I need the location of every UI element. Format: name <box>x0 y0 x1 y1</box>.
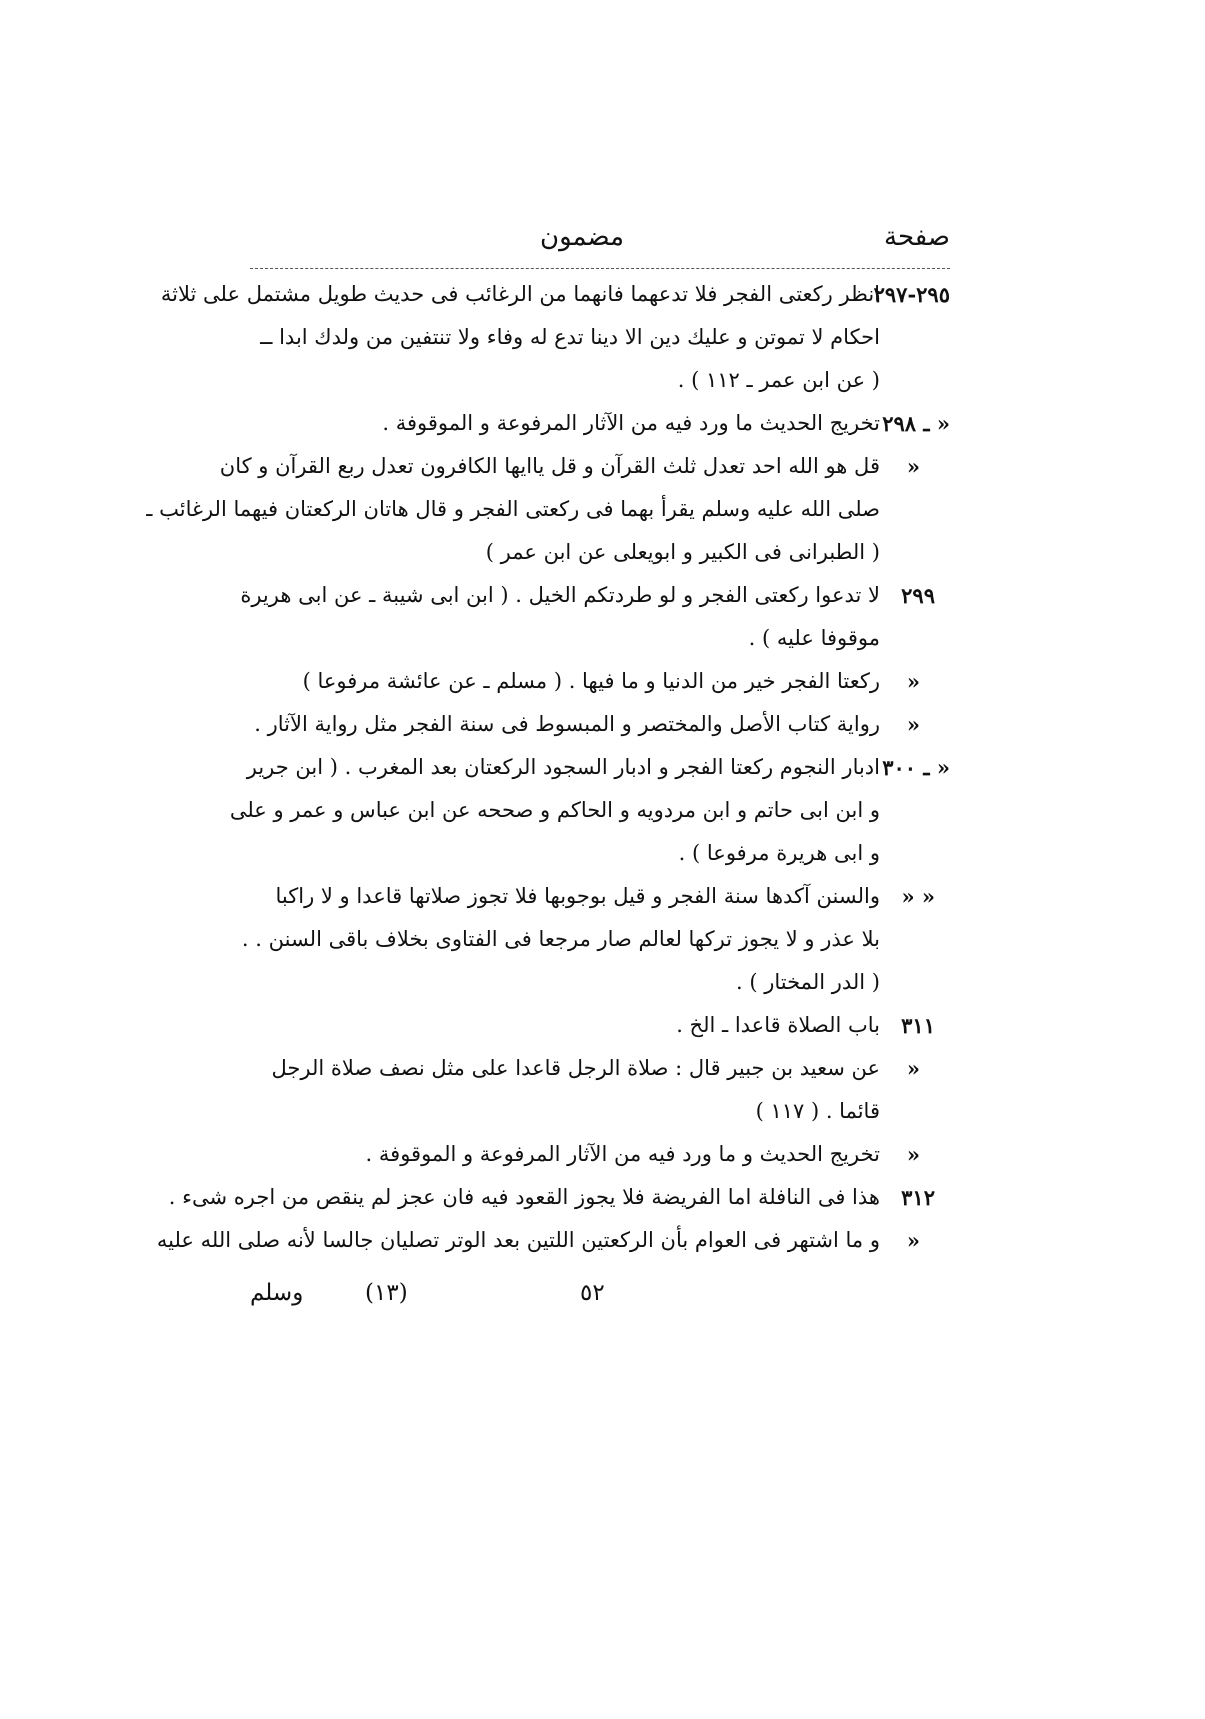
entry-text: تخريج الحديث و ما ورد فيه من الآثار المرفوعة و الموقوفة . <box>365 1142 880 1166</box>
header-divider <box>250 268 950 269</box>
entry-text: هذا فى النافلة اما الفريضة فلا يجوز القعود فيه فان عجز لم ينقص من اجره شىء . <box>168 1185 880 1209</box>
entry-text: صلى الله عليه وسلم يقرأ بهما فى ركعتى الفجر و قال هاتان الركعتان فيهما الرغائب ـ <box>146 497 880 521</box>
entry-number: ٣١١ <box>901 1013 935 1038</box>
entry-text: والسنن آكدها سنة الفجر و قيل بوجوبها فلا تجوز صلاتها قاعدا و لا راكبا <box>275 884 880 908</box>
page-column-heading: صفحة <box>884 222 950 252</box>
entry-text: موقوفا عليه ) . <box>748 626 880 650</box>
entry-number: « <box>906 669 920 694</box>
table-header <box>250 222 950 262</box>
signature-mark: (١٣) <box>365 1280 408 1306</box>
entry-number: « <box>906 1056 920 1081</box>
entry-number: « « <box>901 884 935 909</box>
page-footer <box>250 1280 950 1320</box>
entry-text: ركعتا الفجر خير من الدنيا و ما فيها . ( مسلم ـ عن عائشة مرفوعا ) <box>302 669 880 693</box>
entry-text: تخريج الحديث ما ورد فيه من الآثار المرفوعة و الموقوفة . <box>382 411 880 435</box>
entry-number: « <box>906 1142 920 1167</box>
catchword: وسلم <box>250 1280 304 1306</box>
entry-number: ٢٩٥-٢٩٧ <box>873 282 950 307</box>
entry-text: ( الطبرانى فى الكبير و ابويعلى عن ابن عمر ) <box>485 540 880 564</box>
entry-text: قائما . ( ١١٧ ) <box>755 1099 880 1123</box>
entry-text: انظر ركعتى الفجر فلا تدعهما فانهما من الرغائب فى حديث طويل مشتمل على ثلاثة <box>160 282 880 306</box>
entry-text: ( الدر المختار ) . <box>736 970 880 994</box>
entry-text: رواية كتاب الأصل والمختصر و المبسوط فى سنة الفجر مثل رواية الآثار . <box>254 712 880 736</box>
entry-text: و ابن ابى حاتم و ابن مردويه و الحاكم و صححه عن ابن عباس و عمر و على <box>229 798 880 822</box>
entry-text: احكام لا تموتن و عليك دين الا دينا تدع له وفاء ولا تنتفين من ولدك ابدا ــ <box>260 325 880 349</box>
entry-text: لا تدعوا ركعتى الفجر و لو طردتكم الخيل . ( ابن ابى شيبة ـ عن ابى هريرة <box>240 583 880 607</box>
entry-number: ٢٩٩ <box>901 583 935 608</box>
entry-text: و ما اشتهر فى العوام بأن الركعتين اللتين بعد الوتر تصليان جالسا لأنه صلى الله عليه <box>156 1228 880 1252</box>
entry-number: « ـ ٢٩٨ <box>882 411 950 436</box>
entry-text: باب الصلاة قاعدا ـ الخ . <box>676 1013 880 1037</box>
entry-number: « <box>906 712 920 737</box>
entry-number: « ـ ٣٠٠ <box>882 755 950 780</box>
page-number: ٥٢ <box>580 1280 605 1306</box>
entry-text: و ابى هريرة مرفوعا ) . <box>678 841 880 865</box>
entry-number: « <box>906 454 920 479</box>
content-column-heading: مضمون <box>540 222 625 252</box>
entry-text: ( عن ابن عمر ـ ١١٢ ) . <box>677 368 880 392</box>
entry-text: ادبار النجوم ركعتا الفجر و ادبار السجود الركعتان بعد المغرب . ( ابن جرير <box>246 755 880 779</box>
entry-text: بلا عذر و لا يجوز تركها لعالم صار مرجعا فى الفتاوى بخلاف باقى السنن . . <box>241 927 880 951</box>
entry-text: قل هو الله احد تعدل ثلث القرآن و قل ياايها الكافرون تعدل ربع القرآن و كان <box>219 454 880 478</box>
entry-text: عن سعيد بن جبير قال : صلاة الرجل قاعدا على مثل نصف صلاة الرجل <box>271 1056 880 1080</box>
entry-number: « <box>906 1228 920 1253</box>
entry-number: ٣١٢ <box>901 1185 935 1210</box>
